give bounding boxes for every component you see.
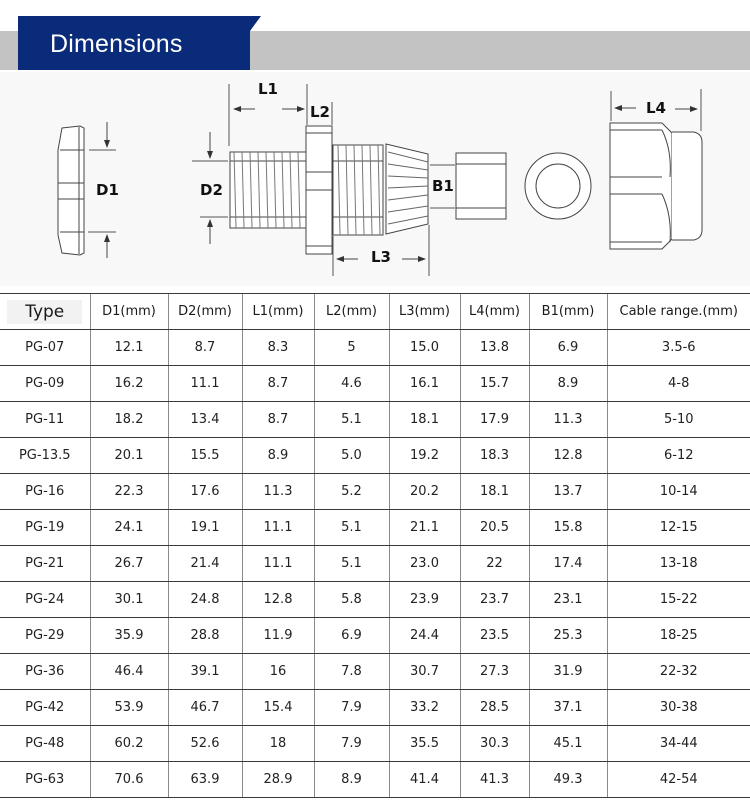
table-row [0, 438, 750, 474]
cell-l2: 5.8 [314, 582, 389, 618]
cell-b1: 8.9 [529, 366, 607, 402]
cell-l1: 15.4 [242, 690, 314, 726]
cell-l2: 6.9 [314, 618, 389, 654]
table-row [0, 654, 750, 690]
cell-l2: 7.8 [314, 654, 389, 690]
cell-cable-range: 10-14 [607, 474, 750, 510]
cell-type: PG-29 [0, 618, 90, 654]
cell-type: PG-09 [0, 366, 90, 402]
label-b1: B1 [432, 177, 454, 195]
cell-l1: 8.9 [242, 438, 314, 474]
cell-l4: 28.5 [460, 690, 529, 726]
cell-l1: 11.1 [242, 546, 314, 582]
header-l3: L3(mm) [389, 294, 460, 330]
cell-cable-range: 3.5-6 [607, 330, 750, 366]
cell-b1: 15.8 [529, 510, 607, 546]
cell-l4: 13.8 [460, 330, 529, 366]
cell-l4: 27.3 [460, 654, 529, 690]
cell-l4: 20.5 [460, 510, 529, 546]
header-type: Type [0, 294, 90, 330]
cell-d2: 21.4 [168, 546, 242, 582]
cell-l1: 11.3 [242, 474, 314, 510]
cell-l1: 18 [242, 726, 314, 762]
header-d1: D1(mm) [90, 294, 168, 330]
cell-b1: 45.1 [529, 726, 607, 762]
cell-d1: 60.2 [90, 726, 168, 762]
cell-b1: 12.8 [529, 438, 607, 474]
cell-l3: 18.1 [389, 402, 460, 438]
cell-l4: 41.3 [460, 762, 529, 798]
cell-l4: 23.7 [460, 582, 529, 618]
cell-l4: 17.9 [460, 402, 529, 438]
cell-d1: 18.2 [90, 402, 168, 438]
header-b1: B1(mm) [529, 294, 607, 330]
cell-d2: 52.6 [168, 726, 242, 762]
cell-d2: 8.7 [168, 330, 242, 366]
table-row [0, 402, 750, 438]
table-row [0, 762, 750, 798]
label-l2: L2 [310, 103, 330, 121]
cell-d1: 22.3 [90, 474, 168, 510]
cell-b1: 49.3 [529, 762, 607, 798]
label-d1: D1 [96, 181, 119, 199]
dimension-diagram [0, 72, 750, 286]
cell-l3: 41.4 [389, 762, 460, 798]
cell-d2: 46.7 [168, 690, 242, 726]
cell-cable-range: 4-8 [607, 366, 750, 402]
cell-b1: 23.1 [529, 582, 607, 618]
cell-cable-range: 42-54 [607, 762, 750, 798]
cell-l3: 30.7 [389, 654, 460, 690]
cell-l3: 24.4 [389, 618, 460, 654]
table-row [0, 474, 750, 510]
cell-cable-range: 13-18 [607, 546, 750, 582]
cell-l3: 20.2 [389, 474, 460, 510]
cell-l1: 8.3 [242, 330, 314, 366]
cell-d1: 35.9 [90, 618, 168, 654]
cell-type: PG-24 [0, 582, 90, 618]
cell-b1: 6.9 [529, 330, 607, 366]
cell-type: PG-63 [0, 762, 90, 798]
cell-cable-range: 6-12 [607, 438, 750, 474]
cell-l2: 5.0 [314, 438, 389, 474]
page-title: Dimensions [50, 30, 183, 58]
label-l3: L3 [371, 248, 391, 266]
cell-d1: 30.1 [90, 582, 168, 618]
header-l4: L4(mm) [460, 294, 529, 330]
cell-cable-range: 18-25 [607, 618, 750, 654]
dimensions-table [0, 293, 750, 798]
cell-type: PG-13.5 [0, 438, 90, 474]
cell-l1: 28.9 [242, 762, 314, 798]
cell-l3: 15.0 [389, 330, 460, 366]
header-l2: L2(mm) [314, 294, 389, 330]
cell-type: PG-36 [0, 654, 90, 690]
cell-d1: 16.2 [90, 366, 168, 402]
cell-b1: 25.3 [529, 618, 607, 654]
cell-d1: 70.6 [90, 762, 168, 798]
cell-cable-range: 30-38 [607, 690, 750, 726]
header-cable-range: Cable range.(mm) [607, 294, 750, 330]
cell-l4: 18.1 [460, 474, 529, 510]
cell-l4: 22 [460, 546, 529, 582]
label-d2: D2 [200, 181, 223, 199]
table-row [0, 510, 750, 546]
cell-l1: 16 [242, 654, 314, 690]
cell-l2: 4.6 [314, 366, 389, 402]
cell-l3: 23.9 [389, 582, 460, 618]
table-row [0, 726, 750, 762]
cell-l3: 19.2 [389, 438, 460, 474]
cell-b1: 31.9 [529, 654, 607, 690]
cell-cable-range: 12-15 [607, 510, 750, 546]
cell-l1: 12.8 [242, 582, 314, 618]
cell-d1: 26.7 [90, 546, 168, 582]
cell-l2: 5.1 [314, 402, 389, 438]
table-header-row [0, 294, 750, 330]
cell-type: PG-16 [0, 474, 90, 510]
cell-b1: 13.7 [529, 474, 607, 510]
header-d2: D2(mm) [168, 294, 242, 330]
label-l1: L1 [258, 80, 278, 98]
cell-type: PG-19 [0, 510, 90, 546]
cell-l1: 8.7 [242, 366, 314, 402]
cell-d2: 15.5 [168, 438, 242, 474]
cell-cable-range: 5-10 [607, 402, 750, 438]
cell-l1: 11.1 [242, 510, 314, 546]
cell-type: PG-48 [0, 726, 90, 762]
cell-d2: 24.8 [168, 582, 242, 618]
cell-d1: 20.1 [90, 438, 168, 474]
cell-l3: 33.2 [389, 690, 460, 726]
cell-l2: 7.9 [314, 690, 389, 726]
cell-l3: 23.0 [389, 546, 460, 582]
seal-insert-drawing [456, 153, 506, 219]
cell-d2: 13.4 [168, 402, 242, 438]
cell-d1: 46.4 [90, 654, 168, 690]
cell-l3: 35.5 [389, 726, 460, 762]
cell-cable-range: 15-22 [607, 582, 750, 618]
table-row [0, 330, 750, 366]
cell-l2: 5 [314, 330, 389, 366]
table-row [0, 618, 750, 654]
cell-l2: 5.1 [314, 546, 389, 582]
cell-d2: 11.1 [168, 366, 242, 402]
header-tab-fold [250, 16, 261, 31]
cell-type: PG-21 [0, 546, 90, 582]
label-l4: L4 [646, 99, 666, 117]
cell-l4: 30.3 [460, 726, 529, 762]
cell-d1: 12.1 [90, 330, 168, 366]
cell-l2: 5.2 [314, 474, 389, 510]
cell-d1: 53.9 [90, 690, 168, 726]
cell-l3: 21.1 [389, 510, 460, 546]
cell-l2: 7.9 [314, 726, 389, 762]
cell-l4: 23.5 [460, 618, 529, 654]
cell-type: PG-07 [0, 330, 90, 366]
table-row [0, 366, 750, 402]
cell-l4: 15.7 [460, 366, 529, 402]
cell-d1: 24.1 [90, 510, 168, 546]
header-l1: L1(mm) [242, 294, 314, 330]
cell-d2: 63.9 [168, 762, 242, 798]
table-row [0, 582, 750, 618]
cell-l1: 8.7 [242, 402, 314, 438]
cell-d2: 19.1 [168, 510, 242, 546]
cell-d2: 28.8 [168, 618, 242, 654]
cell-d2: 17.6 [168, 474, 242, 510]
cell-type: PG-42 [0, 690, 90, 726]
cell-l2: 8.9 [314, 762, 389, 798]
cell-b1: 17.4 [529, 546, 607, 582]
table-row [0, 546, 750, 582]
table-row [0, 690, 750, 726]
cell-b1: 11.3 [529, 402, 607, 438]
cell-d2: 39.1 [168, 654, 242, 690]
cell-cable-range: 34-44 [607, 726, 750, 762]
cell-l1: 11.9 [242, 618, 314, 654]
cell-l4: 18.3 [460, 438, 529, 474]
cell-cable-range: 22-32 [607, 654, 750, 690]
cell-type: PG-11 [0, 402, 90, 438]
cell-l3: 16.1 [389, 366, 460, 402]
cell-l2: 5.1 [314, 510, 389, 546]
cell-b1: 37.1 [529, 690, 607, 726]
